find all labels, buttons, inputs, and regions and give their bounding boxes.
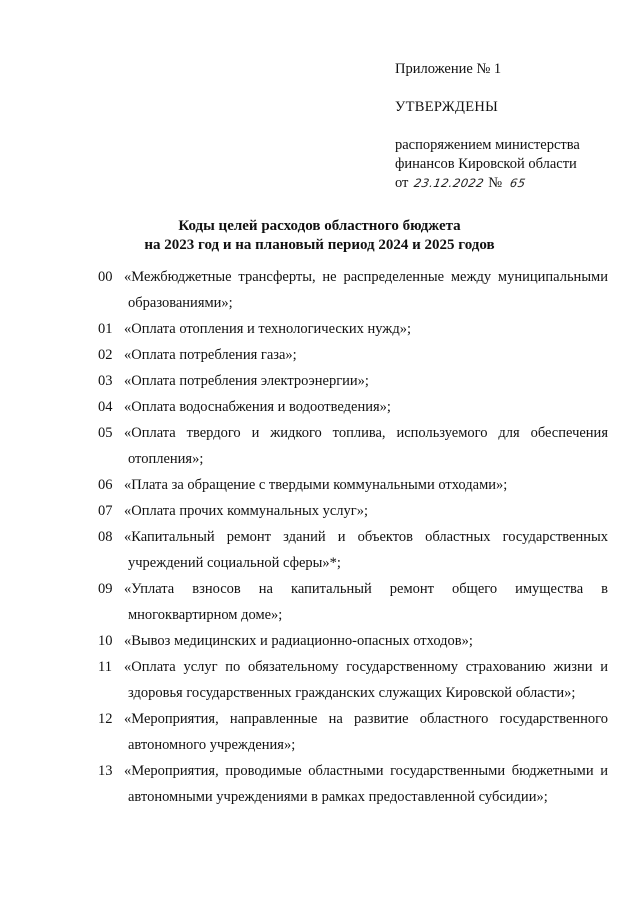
item-line-1: «Оплата прочих коммунальных услуг»;: [124, 503, 368, 519]
item-text: [124, 316, 608, 342]
approval-date-line: [395, 174, 635, 193]
item-code: 02: [98, 347, 113, 363]
item-code: 07: [98, 503, 113, 519]
item-text: [124, 628, 608, 654]
codes-list: [98, 264, 608, 810]
item-line-1: «Плата за обращение с твердыми коммунальными отходами»;: [124, 477, 508, 493]
item-code: 03: [98, 373, 113, 389]
item-line-2: образованиями»;: [128, 295, 233, 311]
item-text: [124, 524, 608, 576]
item-text: [124, 342, 608, 368]
appendix-label: Приложение № 1: [395, 61, 502, 77]
list-item: [98, 368, 608, 394]
item-text: [124, 576, 608, 628]
item-text: [124, 368, 608, 394]
list-item: [98, 420, 608, 472]
item-line-1: «Оплата потребления газа»;: [124, 347, 297, 363]
item-text: [124, 498, 608, 524]
list-item: [98, 706, 608, 758]
item-line-1: «Межбюджетные трансферты, не распределенные между муниципальными: [124, 269, 608, 285]
item-text: [124, 394, 608, 420]
item-code: 05: [98, 425, 113, 441]
item-code: 12: [98, 711, 113, 727]
item-text: [124, 706, 608, 758]
item-text: [124, 420, 608, 472]
list-item: [98, 654, 608, 706]
item-code: 11: [98, 659, 112, 675]
list-item: [98, 628, 608, 654]
approval-line-2: финансов Кировской области: [395, 156, 577, 172]
item-line-2: автономного учреждения»;: [128, 737, 296, 753]
item-code: 10: [98, 633, 113, 649]
item-line-1: «Оплата услуг по обязательному государственному страхованию жизни и: [124, 659, 608, 675]
item-line-2: автономными учреждениями в рамках предоставленной субсидии»;: [128, 789, 548, 805]
item-code: 08: [98, 529, 113, 545]
item-line-1: «Уплата взносов на капитальный ремонт общего имущества в: [124, 581, 608, 597]
item-line-1: «Мероприятия, проводимые областными государственными бюджетными и: [124, 763, 608, 779]
list-item: [98, 524, 608, 576]
list-item: [98, 394, 608, 420]
document-title: [0, 217, 639, 255]
item-line-2: учреждений социальной сферы»*;: [128, 555, 341, 571]
list-item: [98, 758, 608, 810]
handwritten-date: 23.12.2022: [413, 176, 486, 190]
item-code: 06: [98, 477, 113, 493]
item-text: [124, 654, 608, 706]
item-line-1: «Оплата твердого и жидкого топлива, используемого для обеспечения: [124, 425, 608, 441]
list-item: [98, 342, 608, 368]
item-line-1: «Мероприятия, направленные на развитие областного государственного: [124, 711, 608, 727]
item-line-1: «Капитальный ремонт зданий и объектов областных государственных: [124, 529, 608, 545]
handwritten-number: 65: [508, 176, 527, 190]
list-item: [98, 576, 608, 628]
approved-label: УТВЕРЖДЕНЫ: [395, 99, 499, 115]
list-item: [98, 498, 608, 524]
list-item: [98, 264, 608, 316]
title-line-1: Коды целей расходов областного бюджета: [178, 218, 461, 234]
item-code: 04: [98, 399, 113, 415]
item-code: 09: [98, 581, 113, 597]
item-line-1: «Оплата водоснабжения и водоотведения»;: [124, 399, 391, 415]
item-code: 00: [98, 269, 113, 285]
approval-line-1: распоряжением министерства: [395, 137, 580, 153]
title-line-2: на 2023 год и на плановый период 2024 и 2025 годов: [144, 237, 495, 253]
item-code: 13: [98, 763, 113, 779]
item-text: [124, 264, 608, 316]
item-line-1: «Оплата потребления электроэнергии»;: [124, 373, 369, 389]
item-line-2: здоровья государственных гражданских служащих Кировской области»;: [128, 685, 576, 701]
item-code: 01: [98, 321, 113, 337]
item-line-2: многоквартирном доме»;: [128, 607, 283, 623]
item-text: [124, 758, 608, 810]
item-text: [124, 472, 608, 498]
item-line-2: отопления»;: [128, 451, 204, 467]
item-line-1: «Оплата отопления и технологических нужд»;: [124, 321, 411, 337]
number-sign: №: [488, 175, 503, 191]
approval-block: [395, 60, 635, 193]
item-line-1: «Вывоз медицинских и радиационно-опасных отходов»;: [124, 633, 473, 649]
list-item: [98, 316, 608, 342]
date-prefix: от: [395, 175, 409, 191]
list-item: [98, 472, 608, 498]
